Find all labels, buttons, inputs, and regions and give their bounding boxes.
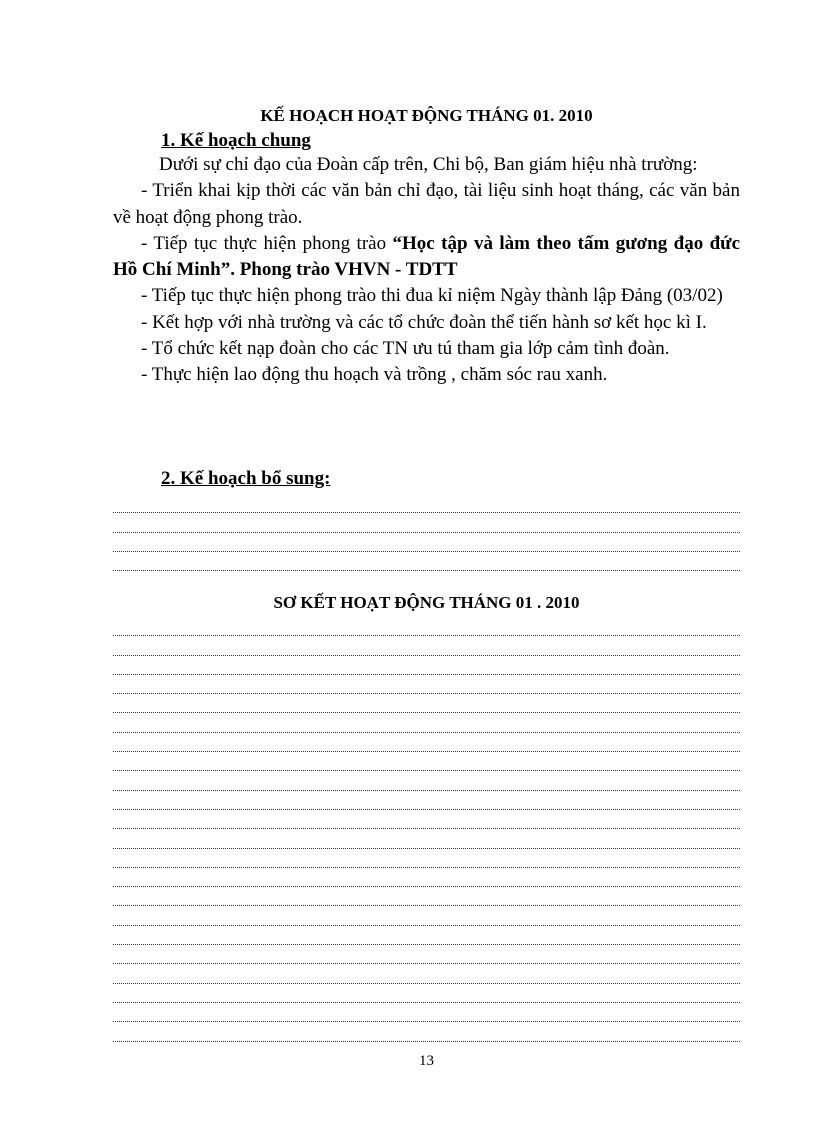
review-blank-lines xyxy=(113,617,740,1042)
dotted-fill-line xyxy=(113,694,740,713)
plan-item-2-bold-text: “Học tập và làm theo tấm gương đạo đức Hồ Chí Minh”. Phong trào VHVN - TDTT xyxy=(113,232,741,281)
dotted-fill-line xyxy=(113,868,740,887)
dotted-fill-line xyxy=(113,533,740,552)
plan-item-5: - Tổ chức kết nạp đoàn cho các TN ưu tú tham gia lớp cảm tình đoàn. xyxy=(141,338,670,360)
document-page xyxy=(113,0,740,1123)
review-title: SƠ KẾT HOẠT ĐỘNG THÁNG 01 . 2010 xyxy=(273,593,580,612)
dotted-fill-line xyxy=(113,945,740,964)
supplementary-blank-lines xyxy=(113,494,740,571)
dotted-fill-line xyxy=(113,656,740,675)
dotted-fill-line xyxy=(113,906,740,925)
dotted-fill-line xyxy=(113,810,740,829)
plan-title: KẾ HOẠCH HOẠT ĐỘNG THÁNG 01. 2010 xyxy=(260,106,593,125)
dotted-fill-line xyxy=(113,733,740,752)
dotted-fill-line xyxy=(113,636,740,655)
plan-item-2-text: - Tiếp tục thực hiện phong trào xyxy=(141,232,393,254)
dotted-fill-line xyxy=(113,791,740,810)
general-plan-heading: 1. Kế hoạch chung xyxy=(161,130,311,151)
dotted-fill-line xyxy=(113,494,740,513)
dotted-fill-line xyxy=(113,617,740,636)
dotted-fill-line xyxy=(113,771,740,790)
dotted-fill-line xyxy=(113,552,740,571)
dotted-fill-line xyxy=(113,849,740,868)
dotted-fill-line xyxy=(113,984,740,1003)
dotted-fill-line xyxy=(113,1003,740,1022)
dotted-fill-line xyxy=(113,513,740,532)
general-plan-body xyxy=(113,152,740,389)
dotted-fill-line xyxy=(113,829,740,848)
plan-item-4: - Kết hợp với nhà trường và các tổ chức đoàn thể tiến hành sơ kết học kì I. xyxy=(141,311,707,333)
dotted-fill-line xyxy=(113,752,740,771)
dotted-fill-line xyxy=(113,1022,740,1041)
plan-item-6: - Thực hiện lao động thu hoạch và trồng , chăm sóc rau xanh. xyxy=(141,364,608,386)
plan-item-2 xyxy=(113,231,740,284)
dotted-fill-line xyxy=(113,926,740,945)
supplementary-plan-heading: 2. Kế hoạch bổ sung: xyxy=(161,468,331,489)
dotted-fill-line xyxy=(113,887,740,906)
dotted-fill-line xyxy=(113,964,740,983)
intro-paragraph: Dưới sự chỉ đạo của Đoàn cấp trên, Chi bộ, Ban giám hiệu nhà trường: xyxy=(159,154,698,175)
dotted-fill-line xyxy=(113,675,740,694)
dotted-fill-line xyxy=(113,713,740,732)
page-number: 13 xyxy=(419,1053,434,1069)
plan-item-1: - Triển khai kịp thời các văn bản chỉ đạo, tài liệu sinh hoạt tháng, các văn bản về hoạt động phong trào. xyxy=(113,180,740,228)
plan-item-3: - Tiếp tục thực hiện phong trào thi đua kỉ niệm Ngày thành lập Đảng (03/02) xyxy=(141,285,723,307)
